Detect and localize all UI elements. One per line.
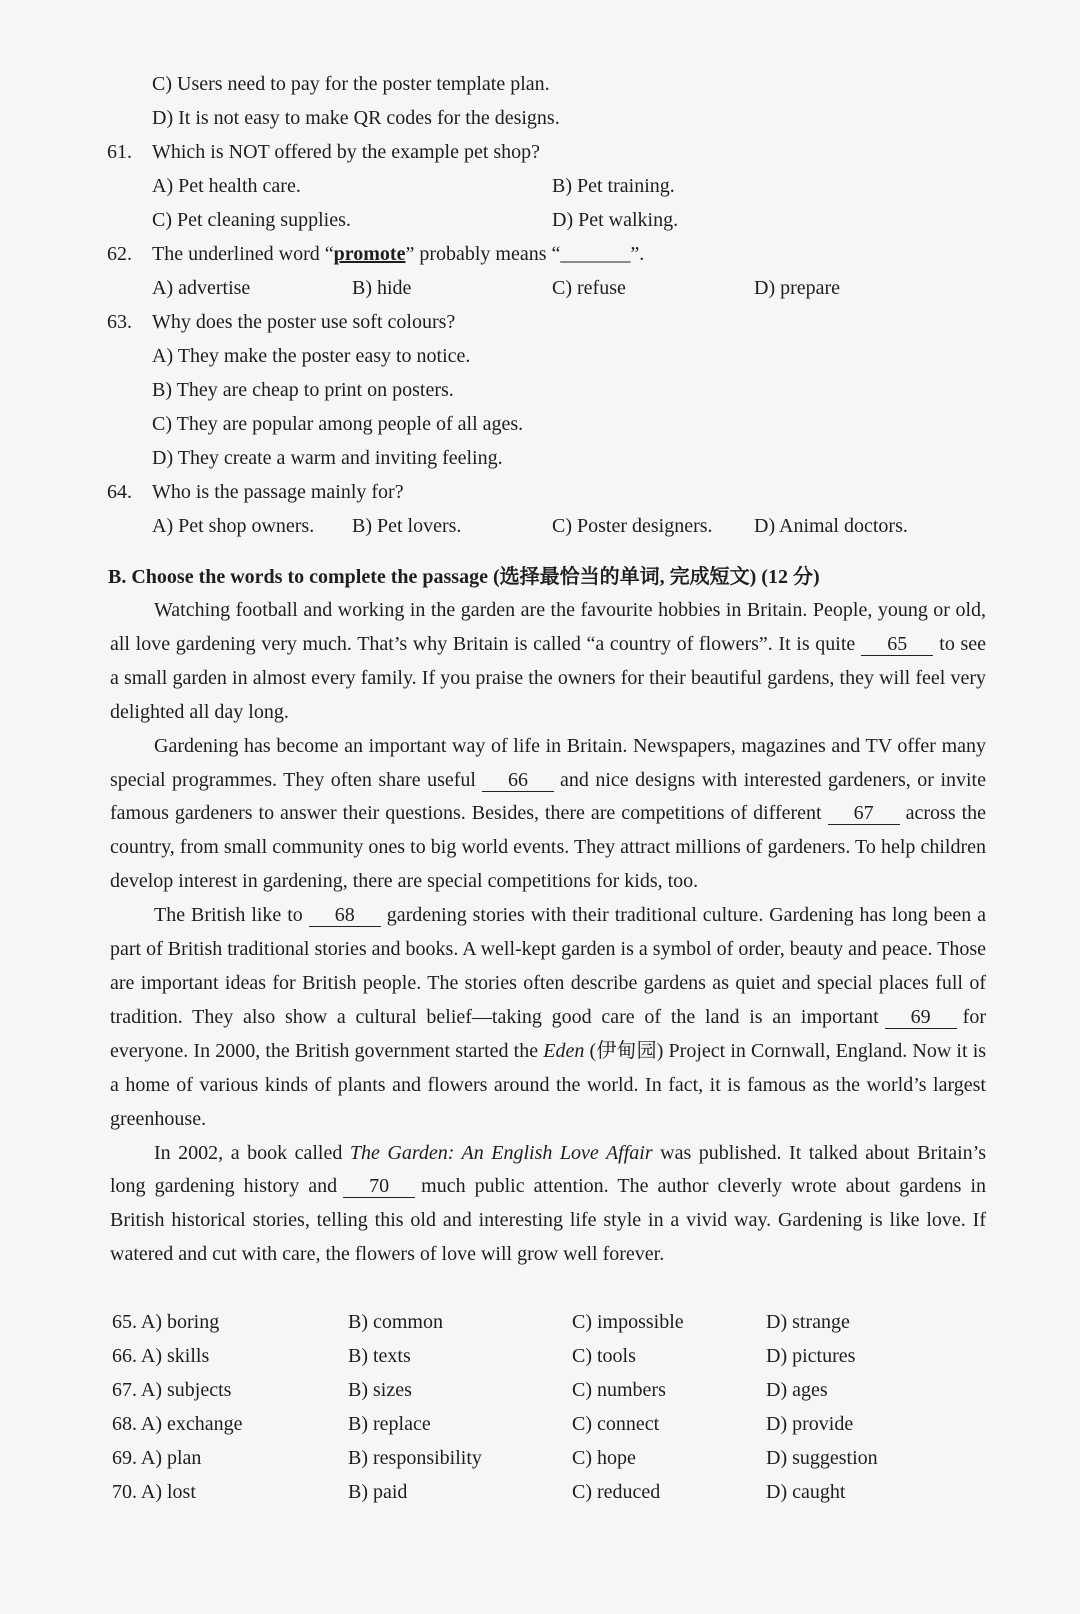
text: for everyone. In 2000, the British government started the: [110, 1005, 986, 1062]
choice: 65. A) boring: [112, 1311, 220, 1333]
choice: B) texts: [348, 1345, 411, 1367]
paragraph: [110, 1137, 986, 1273]
choice: D) pictures: [766, 1345, 856, 1367]
option: C) They are popular among people of all ages.: [152, 413, 524, 435]
choice: B) common: [348, 1311, 443, 1333]
question-number: 63.: [107, 311, 132, 333]
question-stem: [152, 237, 644, 271]
option: D) It is not easy to make QR codes for the designs.: [152, 107, 560, 129]
blank-69: 69: [885, 1006, 957, 1029]
question-number: 64.: [107, 481, 132, 503]
option: D) Pet walking.: [552, 209, 679, 231]
option: C) Poster designers.: [552, 515, 713, 537]
choice-row: [112, 1339, 1012, 1373]
option: A) Pet shop owners.: [152, 515, 315, 537]
blank-70: 70: [343, 1175, 415, 1198]
option: D) Animal doctors.: [754, 515, 908, 537]
choice: C) impossible: [572, 1311, 684, 1333]
paragraph: [110, 730, 986, 900]
text: Watching football and working in the garden are the favourite hobbies in Britain. People, young or old, all love gardening very much. That’s why Britain is called “a country of flowers”. It is quite: [110, 599, 986, 655]
stem-pre: The underlined word “: [152, 243, 334, 265]
book-title: The Garden: An English Love Affair: [349, 1141, 653, 1164]
blank-68: 68: [309, 904, 381, 927]
choice-row: [112, 1441, 1012, 1475]
text: much public attention. The author cleverly wrote about gardens in British historical stories, telling this old and interesting life style in a vivid way. Gardening is like love. If watered and cut with care, the flowers of love will grow well forever.: [110, 1175, 987, 1266]
text: and nice designs with interested gardeners, or invite famous gardeners to answer their questions. Besides, there are competitions of different: [110, 768, 986, 825]
choice: C) tools: [572, 1345, 636, 1367]
option: B) Pet training.: [552, 175, 675, 197]
choice: B) responsibility: [348, 1447, 482, 1469]
choice: D) provide: [766, 1413, 854, 1435]
paragraph: [110, 899, 986, 1136]
option: A) Pet health care.: [152, 175, 301, 197]
text: The British like to: [154, 904, 303, 927]
choice: B) replace: [348, 1413, 431, 1435]
blank-66: 66: [482, 769, 554, 792]
text: gardening stories with their traditional culture. Gardening has long been a part of British traditional stories and books. A well-kept garden is a symbol of order, beauty and peace. Those are important ideas for British people. The stories often describe gardens as quiet and special places full of tradition. They also show a cultural belief—taking good care of the land is an important: [110, 904, 987, 1028]
paragraph: [110, 594, 986, 730]
choice: 68. A) exchange: [112, 1413, 243, 1435]
choice-row: [112, 1305, 1012, 1339]
option: B) Pet lovers.: [352, 515, 462, 537]
question-number: 61.: [107, 141, 132, 163]
choice: D) strange: [766, 1311, 850, 1333]
choice: 67. A) subjects: [112, 1379, 232, 1401]
choice: B) paid: [348, 1481, 408, 1503]
text: (伊甸园) Project in Cornwall, England. Now it is a home of various kinds of plants and flowers around the world. In fact, it is famous as the world’s largest greenhouse.: [110, 1039, 987, 1130]
choice-row: [112, 1407, 1012, 1441]
option: A) advertise: [152, 277, 251, 299]
stem-post: ” probably means “_______”.: [405, 243, 645, 265]
choice-row: [112, 1475, 1012, 1509]
question-stem: Who is the passage mainly for?: [152, 481, 404, 503]
cloze-passage: [110, 594, 986, 1272]
choice: D) ages: [766, 1379, 828, 1401]
option: A) They make the poster easy to notice.: [152, 345, 471, 367]
text: was published. It talked about Britain’s long gardening history and: [110, 1141, 986, 1198]
choice: D) suggestion: [766, 1447, 878, 1469]
question-stem: Why does the poster use soft colours?: [152, 311, 456, 333]
text: across the country, from small community ones to big world events. They attract millions of gardeners. To help children develop interest in gardening, there are special competitions for kids, too.: [110, 802, 986, 893]
blank-65: 65: [861, 633, 933, 656]
choice: 66. A) skills: [112, 1345, 210, 1367]
italic-eden: Eden: [543, 1039, 585, 1062]
choice: 69. A) plan: [112, 1447, 202, 1469]
text: Gardening has become an important way of life in Britain. Newspapers, magazines and TV offer many special programmes. They often share useful: [110, 734, 986, 791]
choice: C) connect: [572, 1413, 660, 1435]
question-number: 62.: [107, 243, 132, 265]
choice: C) reduced: [572, 1481, 661, 1503]
choice-row: [112, 1373, 1012, 1407]
text: In 2002, a book called: [154, 1141, 343, 1164]
option: D) prepare: [754, 277, 841, 299]
question-stem: Which is NOT offered by the example pet shop?: [152, 141, 541, 163]
choice: B) sizes: [348, 1379, 412, 1401]
section-b-heading: B. Choose the words to complete the passage (选择最恰当的单词, 完成短文) (12 分): [108, 566, 820, 588]
blank-67: 67: [828, 802, 900, 825]
option: C) Pet cleaning supplies.: [152, 209, 351, 231]
option: C) refuse: [552, 277, 626, 299]
text: to see a small garden in almost every family. If you praise the owners for their beautiful gardens, they will feel very delighted all day long.: [110, 632, 987, 723]
option: B) hide: [352, 277, 412, 299]
option: B) They are cheap to print on posters.: [152, 379, 454, 401]
choice: D) caught: [766, 1481, 846, 1503]
option: C) Users need to pay for the poster template plan.: [152, 73, 550, 95]
option: D) They create a warm and inviting feeling.: [152, 447, 503, 469]
choice: C) hope: [572, 1447, 636, 1469]
choice: 70. A) lost: [112, 1481, 196, 1503]
choice: C) numbers: [572, 1379, 666, 1401]
underlined-word: promote: [333, 243, 406, 265]
